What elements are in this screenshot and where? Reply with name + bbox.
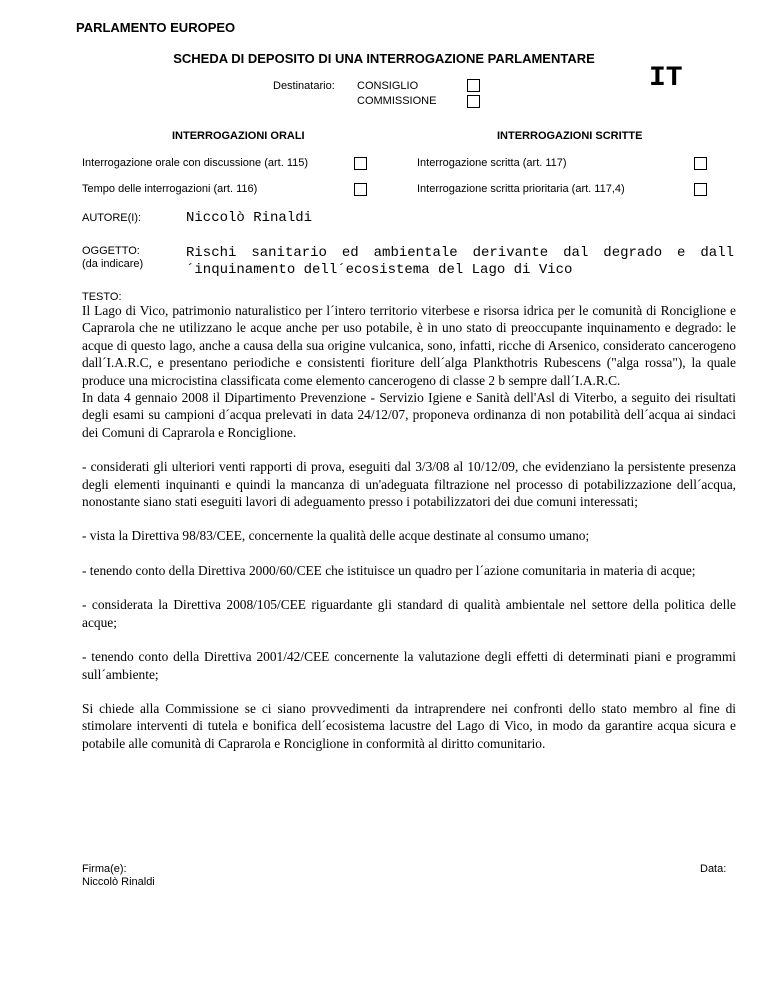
body-paragraph: - tenendo conto della Direttiva 2000/60/CEE che istituisce un quadro per l´azione comunitaria in materia di acque; bbox=[82, 562, 696, 578]
institution-name: PARLAMENTO EUROPEO bbox=[76, 20, 236, 35]
body-paragraph: Si chiede alla Commissione se ci siano provvedimenti da intraprendere nei confronti dello stato membro al fine di stimolare interventi di tutela e bonifica dell´ecosistema lacustre del Lago di Vico, in modo da garantire acqua sicura e potabile alle comunità di Caprarola e Ronciglione in conformità al diritto comunitario. bbox=[82, 700, 736, 751]
question-body bbox=[82, 302, 736, 769]
oral-questions-heading: INTERROGAZIONI ORALI bbox=[172, 130, 305, 142]
written-question-label: Interrogazione scritta (art. 117) bbox=[417, 157, 567, 169]
recipient-label: Destinatario: bbox=[273, 80, 335, 92]
body-paragraph: - considerata la Direttiva 2008/105/CEE riguardante gli standard di qualità ambientale nel settore della politica delle acque; bbox=[82, 597, 736, 630]
signature-label: Firma(e): bbox=[82, 863, 127, 875]
body-paragraph: - considerati gli ulteriori venti rapporti di prova, eseguiti dal 3/3/08 al 10/12/09, che evidenziano la persistente presenza degli elementi inquinanti e quindi la mancanza di un'adeguata filtrazione nel processo di potabilizzazione dell´acqua, nonostante siano stati eseguiti lavori di adeguamento presso i potabilizzatori dei due comuni interessati; bbox=[82, 459, 736, 510]
recipient-commissione-label: COMMISSIONE bbox=[357, 95, 437, 107]
subject-label-hint: (da indicare) bbox=[82, 258, 144, 270]
priority-written-question-checkbox[interactable] bbox=[694, 183, 707, 196]
subject-label bbox=[82, 245, 143, 271]
signature-block bbox=[82, 863, 155, 889]
body-paragraph: Il Lago di Vico, patrimonio naturalistico per l´intero territorio viterbese e risorsa idrica per le comunità di Ronciglione e Caprarola che ne utilizzano le acque anche per uso potabile, è in uno stato di preoccupante inquinamento e degrado: le acque di questo lago, anche a causa della sua origine vulcanica, sono, infatti, ricche di Arsenico, considerato cancerogeno dall´I.A.R.C, e presentano periodiche e consistenti fioriture dell´alga Plankthotris Rubescens ("alga rossa"), la quale produce una microcistina classificata come elemento cancerogeno di classe 2 b sempre dall´I.A.R.C. In data 4 gennaio 2008 il Dipartimento Prevenzione - Servizio Igiene e Sanità dell'Asl di Viterbo, a seguito dei risultati degli esami su campioni d´acqua prelevati in data 24/12/07, proponeva ordinanza di non potabilità dell´acqua ai sindaci dei Comuni di Caprarola e Ronciglione. bbox=[82, 303, 736, 440]
written-questions-heading: INTERROGAZIONI SCRITTE bbox=[497, 130, 643, 142]
written-question-checkbox[interactable] bbox=[694, 157, 707, 170]
recipient-commissione-checkbox[interactable] bbox=[467, 95, 480, 108]
body-paragraph: - vista la Direttiva 98/83/CEE, concernente la qualità delle acque destinate al consumo umano; bbox=[82, 528, 590, 544]
recipient-consiglio-checkbox[interactable] bbox=[467, 79, 480, 92]
text-label: TESTO: bbox=[82, 291, 122, 303]
oral-question-debate-checkbox[interactable] bbox=[354, 157, 367, 170]
question-time-label: Tempo delle interrogazioni (art. 116) bbox=[82, 183, 258, 195]
author-name: Niccolò Rinaldi bbox=[186, 210, 313, 226]
form-title: SCHEDA DI DEPOSITO DI UNA INTERROGAZIONE PARLAMENTARE bbox=[173, 51, 595, 66]
question-time-checkbox[interactable] bbox=[354, 183, 367, 196]
subject-text: Rischi sanitario ed ambientale derivante dal degrado e dall´inquinamento dell´ecosistema del Lago di Vico bbox=[186, 245, 734, 278]
language-code: IT bbox=[649, 63, 683, 94]
signature-name: Niccolò Rinaldi bbox=[82, 876, 155, 888]
date-label: Data: bbox=[700, 863, 727, 875]
oral-question-debate-label: Interrogazione orale con discussione (art. 115) bbox=[82, 157, 309, 169]
recipient-consiglio-label: CONSIGLIO bbox=[357, 80, 419, 92]
author-label: AUTORE(I): bbox=[82, 212, 142, 224]
subject-label-title: OGGETTO: bbox=[82, 245, 140, 257]
body-paragraph: - tenendo conto della Direttiva 2001/42/CEE concernente la valutazione degli effetti di determinati piani e programmi sull´ambiente; bbox=[82, 649, 736, 682]
priority-written-question-label: Interrogazione scritta prioritaria (art. 117,4) bbox=[417, 183, 625, 195]
